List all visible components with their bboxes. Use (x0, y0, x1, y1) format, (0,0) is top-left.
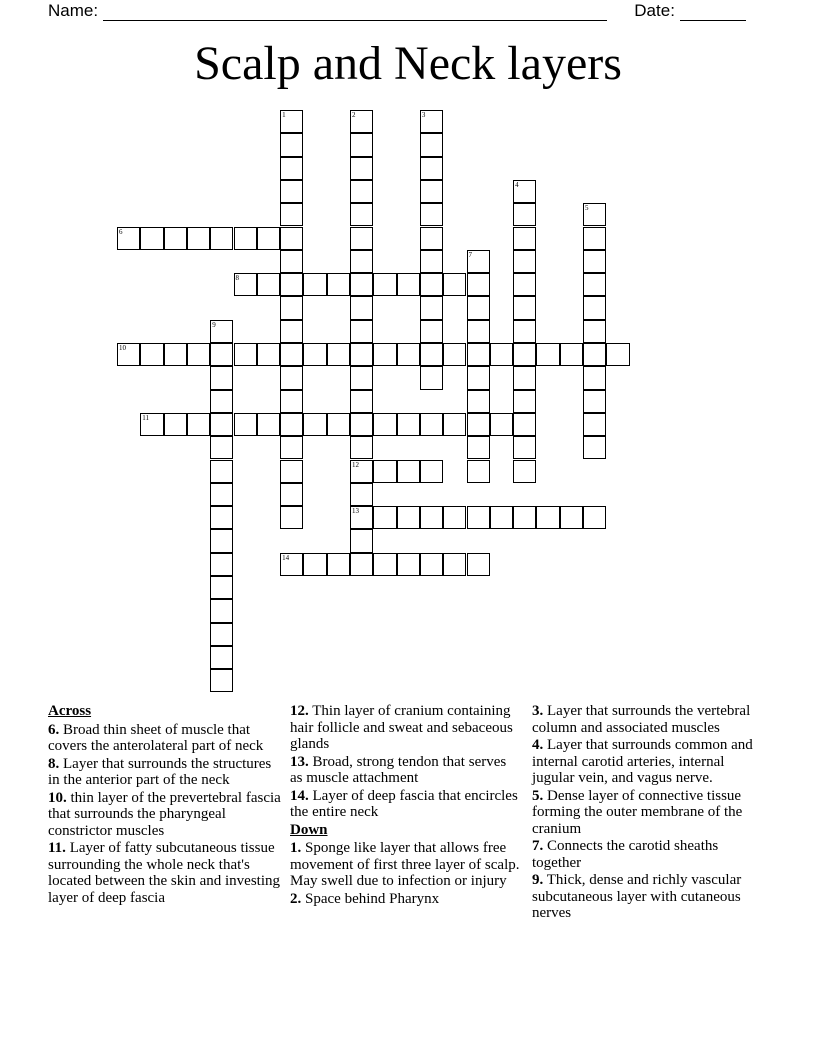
crossword-cell[interactable] (117, 343, 140, 366)
crossword-cell[interactable] (187, 413, 210, 436)
crossword-cell[interactable] (280, 553, 303, 576)
header-line (48, 0, 768, 22)
crossword-cell[interactable] (583, 343, 606, 366)
clue-down-4: 4. Layer that surrounds common and internal carotid arteries, internal jugular vein, and vagus nerve. (532, 737, 753, 786)
crossword-cell[interactable] (443, 343, 466, 366)
across-heading: Across (48, 703, 92, 719)
clue-down-2: 2. Space behind Pharynx (290, 890, 440, 907)
crossword-cell[interactable] (164, 343, 187, 366)
crossword-cell[interactable] (327, 273, 350, 296)
crossword-cell[interactable] (210, 227, 233, 250)
clue-number: 9 (212, 320, 216, 329)
clue-across-10: 10. thin layer of the prevertebral fascia that surrounds the pharyngeal constrictor muscles (48, 789, 281, 839)
crossword-cell[interactable] (583, 250, 606, 273)
crossword-cell[interactable] (187, 343, 210, 366)
crossword-cell[interactable] (443, 273, 466, 296)
clue-number: 12 (352, 460, 359, 469)
crossword-cell[interactable] (210, 669, 233, 692)
crossword-cell[interactable] (513, 320, 536, 343)
crossword-cell[interactable] (397, 506, 420, 529)
crossword-cell[interactable] (327, 413, 350, 436)
crossword-cell[interactable] (513, 203, 536, 226)
crossword-cell[interactable] (420, 203, 443, 226)
crossword-cell[interactable] (234, 343, 257, 366)
crossword-cell[interactable] (513, 273, 536, 296)
crossword-cell[interactable] (443, 413, 466, 436)
crossword-cell[interactable] (467, 273, 490, 296)
crossword-cell[interactable] (327, 553, 350, 576)
clue-across-8: 8. Layer that surrounds the structures in the anterior part of the neck (48, 755, 272, 788)
crossword-cell[interactable] (210, 599, 233, 622)
crossword-cell[interactable] (420, 553, 443, 576)
crossword-cell[interactable] (210, 366, 233, 389)
clue-across-6: 6. Broad thin sheet of muscle that covers the anterolateral part of neck (48, 721, 264, 754)
crossword-cell[interactable] (560, 343, 583, 366)
crossword-cell[interactable] (303, 343, 326, 366)
crossword-cell[interactable] (210, 506, 233, 529)
crossword-cell[interactable] (257, 413, 280, 436)
crossword-cell[interactable] (467, 436, 490, 459)
clue-number: 3 (421, 111, 426, 119)
crossword-cell[interactable] (583, 273, 606, 296)
crossword-cell[interactable] (443, 506, 466, 529)
crossword-cell[interactable] (280, 203, 303, 226)
clue-number: 4 (515, 180, 519, 189)
clue-number: 14 (282, 553, 290, 562)
crossword-cell[interactable] (280, 133, 303, 156)
crossword-cell[interactable] (583, 366, 606, 389)
crossword-cell[interactable] (443, 553, 466, 576)
crossword-cell[interactable] (420, 413, 443, 436)
page-title: Scalp and Neck layers (194, 37, 622, 90)
crossword-cell[interactable] (280, 296, 303, 319)
crossword-cell[interactable] (350, 273, 373, 296)
crossword-cell[interactable] (303, 413, 326, 436)
crossword-cell[interactable] (303, 273, 326, 296)
clue-across-12: 12. Thin layer of cranium containing hair follicle and sweat and sebaceous glands (290, 703, 513, 752)
crossword-cell[interactable] (350, 227, 373, 250)
crossword-cell[interactable] (373, 460, 396, 483)
crossword-cell[interactable] (350, 203, 373, 226)
crossword-cell[interactable] (327, 343, 350, 366)
crossword-cell[interactable] (513, 366, 536, 389)
clue-number: 13 (352, 507, 359, 516)
crossword-cell[interactable] (210, 576, 233, 599)
crossword-cell[interactable] (140, 227, 163, 250)
crossword-cell[interactable] (350, 133, 373, 156)
crossword-cell[interactable] (210, 436, 233, 459)
clue-number: 7 (468, 250, 472, 259)
crossword-cell[interactable] (164, 413, 187, 436)
crossword-cell[interactable] (280, 273, 303, 296)
crossword-cell[interactable] (490, 343, 513, 366)
crossword-cell[interactable] (257, 273, 280, 296)
crossword-cell[interactable] (560, 506, 583, 529)
crossword-cell[interactable] (420, 343, 443, 366)
crossword-cell[interactable] (350, 180, 373, 203)
clue-across-11: 11. Layer of fatty subcutaneous tissue surrounding the whole neck that's located between the skin and investing layer of deep fascia (48, 840, 281, 906)
crossword-cell[interactable] (280, 320, 303, 343)
clue-down-3: 3. Layer that surrounds the vertebral column and associated muscles (532, 703, 751, 736)
crossword-cell[interactable] (420, 133, 443, 156)
crossword-cell[interactable] (280, 157, 303, 180)
crossword-cell[interactable] (350, 110, 373, 133)
crossword-cell[interactable] (350, 296, 373, 319)
crossword-cell[interactable] (467, 250, 490, 273)
crossword-cell[interactable] (420, 227, 443, 250)
crossword-cell[interactable] (373, 553, 396, 576)
down-heading: Down (290, 821, 328, 838)
crossword-cell[interactable] (210, 483, 233, 506)
crossword-cell[interactable] (350, 157, 373, 180)
crossword-cell[interactable] (210, 529, 233, 552)
crossword-cell[interactable] (280, 227, 303, 250)
clue-column-2 (290, 703, 522, 908)
crossword-cell[interactable] (583, 436, 606, 459)
crossword-cell[interactable] (373, 343, 396, 366)
crossword-cell[interactable] (513, 413, 536, 436)
crossword-cell[interactable] (350, 529, 373, 552)
crossword-cell[interactable] (420, 460, 443, 483)
date-field[interactable] (680, 0, 746, 21)
crossword-cell[interactable] (513, 343, 536, 366)
crossword-cell[interactable] (257, 227, 280, 250)
crossword-cell[interactable] (467, 343, 490, 366)
clue-number: 5 (585, 204, 589, 213)
crossword-cell[interactable] (350, 413, 373, 436)
name-label: Name: (48, 1, 99, 20)
crossword-cell[interactable] (350, 483, 373, 506)
crossword-cell[interactable] (397, 553, 420, 576)
crossword-cell[interactable] (117, 227, 140, 250)
crossword-cell[interactable] (350, 390, 373, 413)
crossword-cell[interactable] (467, 296, 490, 319)
clue-number: 2 (352, 111, 356, 119)
crossword-cell[interactable] (280, 390, 303, 413)
crossword-cell[interactable] (350, 250, 373, 273)
crossword-cell[interactable] (234, 413, 257, 436)
crossword-cell[interactable] (350, 553, 373, 576)
crossword-cell[interactable] (210, 343, 233, 366)
name-field[interactable] (103, 0, 607, 21)
date-label: Date: (634, 1, 675, 20)
crossword-cell[interactable] (280, 460, 303, 483)
crossword-cell[interactable] (234, 273, 257, 296)
clue-number: 10 (119, 344, 126, 352)
crossword-cell[interactable] (397, 343, 420, 366)
crossword-cell[interactable] (513, 460, 536, 483)
crossword-cell[interactable] (280, 250, 303, 273)
clue-number: 1 (282, 111, 286, 119)
crossword-cell[interactable] (420, 366, 443, 389)
crossword-cell[interactable] (350, 506, 373, 529)
crossword-cell[interactable] (397, 273, 420, 296)
crossword-cell[interactable] (280, 180, 303, 203)
crossword-cell[interactable] (583, 413, 606, 436)
crossword-cell[interactable] (280, 483, 303, 506)
crossword-cell[interactable] (420, 250, 443, 273)
crossword-cell[interactable] (467, 506, 490, 529)
crossword-cell[interactable] (257, 343, 280, 366)
crossword-cell[interactable] (397, 460, 420, 483)
crossword-cell[interactable] (210, 553, 233, 576)
crossword-cell[interactable] (280, 366, 303, 389)
crossword-cell[interactable] (536, 506, 559, 529)
crossword-cell[interactable] (210, 646, 233, 669)
crossword-cell[interactable] (350, 320, 373, 343)
crossword-cell[interactable] (513, 250, 536, 273)
clue-down-5: 5. Dense layer of connective tissue forming the outer membrane of the cranium (532, 787, 743, 837)
crossword-cell[interactable] (397, 413, 420, 436)
clue-number: 8 (235, 274, 239, 283)
crossword-cell[interactable] (490, 506, 513, 529)
crossword-cell[interactable] (280, 343, 303, 366)
crossword-cell[interactable] (583, 320, 606, 343)
crossword-cell[interactable] (420, 296, 443, 319)
crossword-cell[interactable] (420, 273, 443, 296)
crossword-cell[interactable] (164, 227, 187, 250)
clue-across-14: 14. Layer of deep fascia that encircles the entire neck (290, 787, 518, 820)
crossword-cell[interactable] (350, 366, 373, 389)
clue-down-7: 7. Connects the carotid sheaths together (532, 838, 719, 871)
crossword-cell[interactable] (513, 180, 536, 203)
crossword-cell[interactable] (280, 413, 303, 436)
crossword-cell[interactable] (583, 390, 606, 413)
clue-across-13: 13. Broad, strong tendon that serves as muscle attachment (290, 753, 507, 786)
crossword-cell[interactable] (467, 366, 490, 389)
crossword-cell[interactable] (606, 343, 629, 366)
crossword-cell[interactable] (303, 553, 326, 576)
crossword-cell[interactable] (420, 110, 443, 133)
crossword-cell[interactable] (210, 623, 233, 646)
crossword-cell[interactable] (420, 506, 443, 529)
crossword-cell[interactable] (210, 460, 233, 483)
crossword-cell[interactable] (513, 506, 536, 529)
clue-down-9: 9. Thick, dense and richly vascular subcutaneous layer with cutaneous nerves (532, 872, 742, 921)
crossword-cell[interactable] (583, 227, 606, 250)
crossword-cell[interactable] (513, 390, 536, 413)
crossword-cell[interactable] (280, 506, 303, 529)
crossword-cell[interactable] (373, 273, 396, 296)
crossword-cell[interactable] (187, 227, 210, 250)
crossword-cell[interactable] (513, 436, 536, 459)
crossword-cell[interactable] (280, 110, 303, 133)
crossword-cell[interactable] (350, 436, 373, 459)
crossword-cell[interactable] (467, 390, 490, 413)
clue-column-3 (532, 703, 768, 923)
crossword-cell[interactable] (513, 296, 536, 319)
crossword-cell[interactable] (373, 506, 396, 529)
crossword-cell[interactable] (420, 180, 443, 203)
crossword-cell[interactable] (420, 157, 443, 180)
crossword-cell[interactable] (210, 390, 233, 413)
crossword-cell[interactable] (583, 296, 606, 319)
clue-number: 6 (119, 227, 123, 236)
clue-column-1 (48, 703, 284, 907)
crossword-cell[interactable] (350, 343, 373, 366)
crossword-cell[interactable] (140, 343, 163, 366)
crossword-cell[interactable] (280, 436, 303, 459)
crossword-cell[interactable] (140, 413, 163, 436)
crossword-cell[interactable] (583, 203, 606, 226)
clue-down-1: 1. Sponge like layer that allows free movement of first three layer of scalp. May swell due to infection or injury (290, 840, 520, 889)
crossword-cell[interactable] (467, 413, 490, 436)
crossword-cell[interactable] (234, 227, 257, 250)
crossword-cell[interactable] (420, 320, 443, 343)
crossword-cell[interactable] (583, 506, 606, 529)
crossword-cell[interactable] (467, 460, 490, 483)
clue-number: 11 (142, 413, 150, 422)
crossword-cell[interactable] (210, 320, 233, 343)
crossword-cell[interactable] (210, 413, 233, 436)
crossword-cell[interactable] (536, 343, 559, 366)
crossword-cell[interactable] (490, 413, 513, 436)
crossword-cell[interactable] (350, 460, 373, 483)
crossword-cell[interactable] (373, 413, 396, 436)
crossword-cell[interactable] (467, 553, 490, 576)
crossword-cell[interactable] (467, 320, 490, 343)
crossword-cell[interactable] (513, 227, 536, 250)
